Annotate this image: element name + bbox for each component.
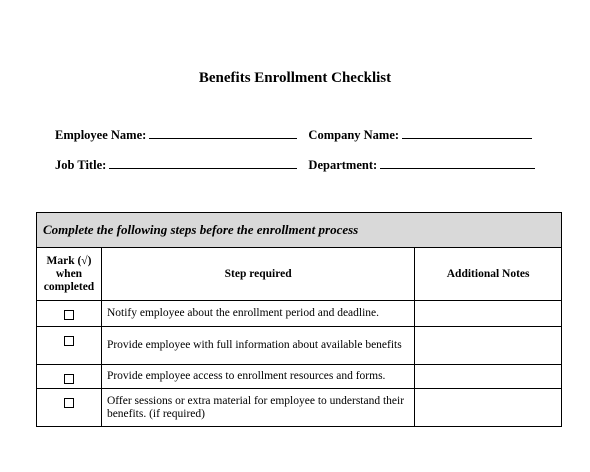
checkbox-cell xyxy=(37,389,102,427)
notes-column-header: Additional Notes xyxy=(415,248,562,301)
mark-header-line3: completed xyxy=(43,280,95,293)
job-title-field[interactable] xyxy=(109,156,297,169)
table-row xyxy=(37,389,562,427)
step-text: Offer sessions or extra material for employee to understand their benefits. (if required) xyxy=(101,389,414,427)
department-label: Department: xyxy=(308,158,378,172)
step-text: Notify employee about the enrollment period and deadline. xyxy=(101,301,414,327)
company-name-label: Company Name: xyxy=(308,128,400,142)
employee-company-row xyxy=(55,126,532,143)
checkbox[interactable] xyxy=(64,374,74,384)
checkbox[interactable] xyxy=(64,310,74,320)
job-title-label: Job Title: xyxy=(55,158,107,172)
employee-name-field[interactable] xyxy=(149,126,297,139)
document-title: Benefits Enrollment Checklist xyxy=(198,70,392,86)
checkbox-cell xyxy=(37,365,102,389)
table-row xyxy=(37,327,562,365)
table-banner: Complete the following steps before the enrollment process xyxy=(37,213,562,248)
mark-header-line2: when xyxy=(55,267,83,280)
notes-cell[interactable] xyxy=(415,365,562,389)
mark-column-header xyxy=(37,248,102,301)
department-field[interactable] xyxy=(380,156,535,169)
step-text: Provide employee access to enrollment resources and forms. xyxy=(101,365,414,389)
checkbox[interactable] xyxy=(64,336,74,346)
notes-cell[interactable] xyxy=(415,301,562,327)
job-department-row xyxy=(55,156,535,173)
company-name-field[interactable] xyxy=(402,126,532,139)
employee-name-label: Employee Name: xyxy=(55,128,147,142)
table-row xyxy=(37,301,562,327)
checkbox[interactable] xyxy=(64,398,74,408)
notes-cell[interactable] xyxy=(415,389,562,427)
checkbox-cell xyxy=(37,301,102,327)
step-text: Provide employee with full information about available benefits xyxy=(101,327,414,365)
notes-cell[interactable] xyxy=(415,327,562,365)
step-column-header: Step required xyxy=(101,248,414,301)
mark-header-line1: Mark (√) xyxy=(46,254,92,267)
table-row xyxy=(37,365,562,389)
enrollment-checklist-table xyxy=(36,212,562,427)
checkbox-cell xyxy=(37,327,102,365)
